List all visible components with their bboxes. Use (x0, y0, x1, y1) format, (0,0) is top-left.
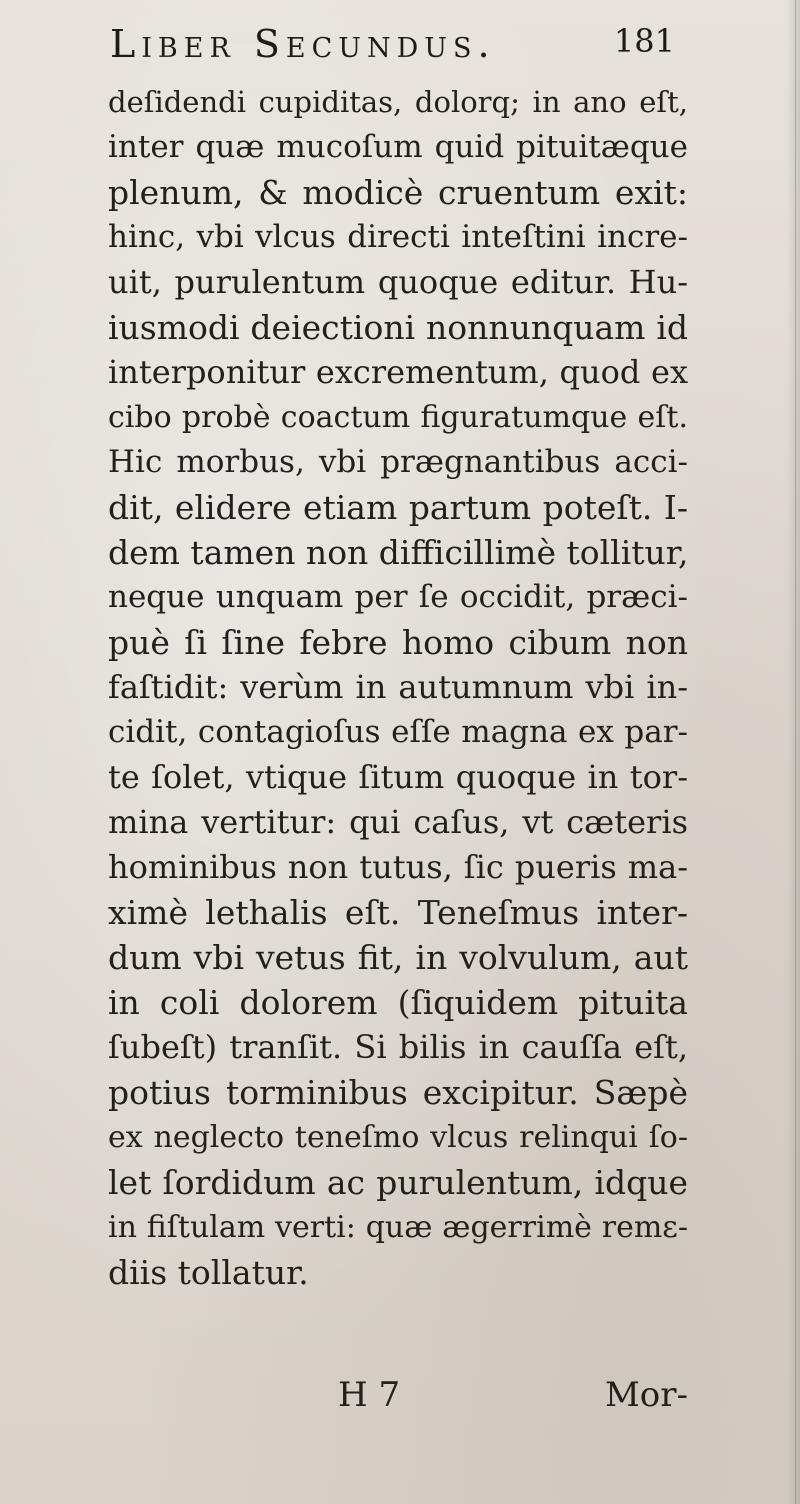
text-line: hominibus non tutus, ſic pueris ma- (108, 848, 688, 886)
text-line: puè ſi ſine febre homo cibum non (108, 623, 688, 662)
catchword: Mor- (604, 1375, 688, 1415)
page-footer (108, 1375, 688, 1425)
text-line: inter quæ mucoſum quid pituitæque (108, 129, 688, 165)
text-line: faſtidit: verùm in autumnum vbi in- (108, 668, 688, 706)
text-line: deſidendi cupiditas, dolorq; in ano eſt, (108, 85, 688, 119)
page-edge (786, 0, 800, 1504)
text-line: dem tamen non difficillimè tollitur, (108, 533, 689, 572)
text-line: let ſordidum ac purulentum, idque (108, 1163, 688, 1202)
text-line: cidit, contagioſus eſſe magna ex par- (108, 714, 688, 750)
text-line: dum vbi vetus fit, in volvulum, aut (108, 938, 688, 977)
text-line: hinc, vbi vlcus directi inteſtini incre- (108, 219, 688, 255)
text-line: diis tollatur. (108, 1253, 309, 1292)
text-line: plenum, & modicè cruentum exit: (108, 173, 688, 212)
page-number: 181 (613, 22, 675, 60)
text-line: te ſolet, vtique ſitum quoque in tor- (108, 758, 688, 796)
text-line: mina vertitur: qui caſus, vt cæteris (108, 803, 688, 841)
running-title: Liber Secundus. (110, 22, 496, 66)
text-line: potius torminibus excipitur. Sæpè (108, 1073, 688, 1112)
text-line: ximè lethalis eſt. Teneſmus inter- (108, 893, 688, 932)
running-head (110, 22, 675, 82)
text-line: iusmodi deiectioni nonnunquam id (108, 308, 688, 347)
text-line: in fiſtulam verti: quæ ægerrimè remε- (108, 1210, 688, 1245)
text-line: cibo probè coactum figuratumque eſt. (108, 400, 688, 435)
text-line: in coli dolorem (ſiquidem pituita (108, 983, 688, 1022)
body-text (108, 80, 688, 1295)
text-line: interponitur excrementum, quod ex (108, 353, 688, 391)
text-line: Hic morbus, vbi prægnantibus acci- (108, 444, 688, 480)
text-line: dit, elidere etiam partum poteſt. I- (108, 488, 688, 527)
text-line: ex neglecto teneſmo vlcus relinqui ſo- (108, 1120, 688, 1155)
signature-mark: H 7 (338, 1375, 401, 1415)
text-line: ſubeſt) tranſit. Si bilis in cauſſa eſt, (108, 1028, 688, 1066)
text-line: neque unquam per ſe occidit, præci- (108, 579, 688, 615)
text-line: uit, purulentum quoque editur. Hu- (108, 263, 688, 301)
